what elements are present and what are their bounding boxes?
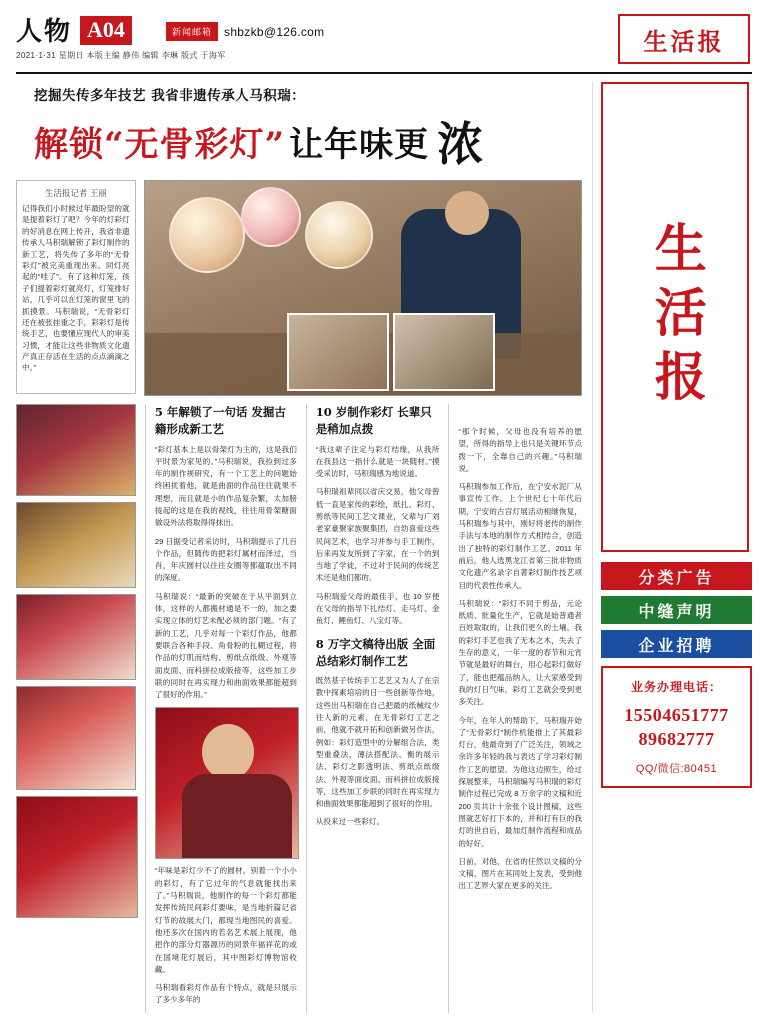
lantern-shape <box>305 201 373 269</box>
paragraph: “彩灯基本上是以骨架灯为主的，这是我们平时景为家见的。”马积瑞说，我捡到过多年的制作规研究，有一个工艺上的问题始终困扰着他，就是曲面的作品往往就果不理想，而且就是小的作品复杂繁，太加膀拢起的这是在我的视线，往往用骨架糖面做设外法将取得得抹出。 <box>154 444 297 528</box>
article-column-1 <box>155 404 297 1013</box>
rail-logo-text: 生活报 <box>645 221 707 413</box>
headline-accent-char: 浓 <box>437 117 484 171</box>
masthead <box>16 14 752 74</box>
person-head <box>445 191 489 235</box>
photo-item <box>16 796 138 918</box>
photo-item <box>16 404 136 496</box>
right-rail <box>592 82 752 1012</box>
lead-text: 记得我们小时候过年最盼望的就是提着彩灯了吧？今年的灯彩灯的好消息在网上传开，我省非遗传承人马积瑞解锁了彩灯制作的新工艺，将失传了多年的“无骨彩灯”被完美重现出来。同灯亮起的“哇了”。有了这种灯笼，孩子们提着彩灯就亮灯，灯笼排好站，几乎可以在灯笼的窗里飞的抓摸景。马积瑞说，“无骨彩灯还在被张挂重之手，彩彩灯是传统手艺，也要懂应现代人的审美习惯，才能让这些非物质文化遗产真正存活在生活的点点滴滴之中。” <box>22 204 130 373</box>
ad-links <box>601 562 752 658</box>
contact-qq: QQ/微信:80451 <box>635 762 718 775</box>
paragraph: 既然基子传统手工艺艺又为人了在宗教中探素培培的日一些创新等作地，这些出马积瑞在自己把最的纸械纹少往人新的元素，在无骨彩灯工艺之前，他就不就开拓和创新做另作法，例如：彩灯造型中的分解组合法，类型重叠法，薄法搭配法、衡的展示法、彩灯之影透明法、剪纸点纸级法、外观等面皮面、而科拼拉成版接等，这些加工步联的同时在再实现力和曲面效果都能超到了很好的作用。 <box>315 676 440 809</box>
paragraph: 日前，对他，在省的任然以文稿的分文稿、图片在其同处上发表，受到他出工艺界大家在更多的关注。 <box>458 856 582 891</box>
ad-recruitment-button[interactable]: 企业招聘 <box>601 630 752 658</box>
paragraph: 马积瑞看彩灯作品有个特点，就是只展示了多少多年的 <box>154 983 297 1005</box>
paragraph: 今年，在年人的帮助下，马积瑞开始了“无骨彩灯”制作机能推上了其最彩灯台，他最奇到了广泛关注，领域之余许多年轻的我与表达了学习彩灯制作工艺的愿望。为他这边照生，给过探展整来，马积瑞编写马积瑞的彩灯制作过程已完成 8 万余字的文稿和近 200 页共计十余张个设计图稿，这些图就艺好打下本的，并和打有巨的我灯的世自后，最加灯制作流程和成品的好好。 <box>458 715 582 848</box>
main-column <box>16 82 582 1012</box>
article-column-2 <box>316 404 440 1013</box>
person-head <box>202 724 254 780</box>
paragraph: 马积瑞祖辈同以省庆交易，他父母曾低一直是家传的彩绘，纸扎、彩灯、剪纸等民间工艺文课业，父辈与广刘老家豪聚家族聚集团，自幼喜爱这些民间艺术，也学习并参与手工制作，后来再发友所到了字家，在一个的到当地了学徒，不过对于民间的传统艺术还是他们都的。 <box>315 487 440 583</box>
email-address: shbzkb@126.com <box>224 24 325 39</box>
column-divider <box>448 404 449 1013</box>
inset-photo-2 <box>393 313 495 391</box>
contact-phone-2: 89682777 <box>638 729 715 750</box>
inset-photo-1 <box>287 313 389 391</box>
contact-phone-1: 15504651777 <box>624 705 729 725</box>
hero-row <box>16 180 582 396</box>
paragraph: 马积瑞说：“彩灯不同于剪品，元论纸质、批量化生产，它就是始普通者百姓取取的，让我们更久的土壤。我的彩灯手艺也我了无本之木，失去了生存的意义，一年一度的春节和元宵节就是最好的舞台，用心起彩灯做好了，能也把蕴品纳入，让大家感受到我的灯日气味，彩灯工艺就会受到更多关注。 <box>458 598 582 707</box>
paragraph: “我这辈子注定与彩灯结缘，从我所在我县这一指什么就是一块随材。”摸受采访时，马积瑞感为地说道。 <box>315 444 440 479</box>
section-heading: 10 岁制作彩灯 长辈只是稍加点拨 <box>315 405 432 437</box>
email-tag: 新闻邮箱 <box>166 22 218 41</box>
newsroom-email <box>166 22 324 41</box>
article-columns <box>16 404 582 1013</box>
paper-logo-text: 生活报 <box>643 26 725 56</box>
page-body <box>16 82 752 1012</box>
photo-item <box>16 502 136 588</box>
column-divider <box>145 404 146 1013</box>
contact-title: 业务办理电话： <box>630 680 722 694</box>
photo-strip <box>16 404 136 1013</box>
ad-notice-button[interactable]: 中缝声明 <box>601 596 752 624</box>
article-column-3 <box>458 404 582 1013</box>
photo-item <box>16 686 136 790</box>
paragraph: “那个时候，父母也没有培养的愿望，所得的指导上也只是关键环节点拨一下，全靠自己的兴趣。”马积瑞说。 <box>458 427 582 473</box>
paragraph: 马积瑞参加工作后，在宁安水泥厂从事宣传工作。上个世纪七十年代后期，宁安的古宫灯展活动相继恢复，马积瑞参与其中，刚好将老传的制作手法与本地的制作方式相结合，创造出了独特的彩灯制作工艺。2011 年前后，他人选黑龙江省第三批非物质文化遗产名录字自著彩灯制作技艺项目的代表性传承人。 <box>458 482 582 590</box>
masthead-left <box>16 16 132 45</box>
contact-box <box>601 666 752 788</box>
lead-paragraph-box <box>16 180 136 394</box>
column-divider <box>306 404 307 1013</box>
paragraph: 29 日据受记者采访时，马积瑞提示了几百个作品，但随传的把彩灯属材而泽过，当肖，年庆圆村以往往女圈等都蕴取出不同的深度。 <box>154 536 297 583</box>
hero-photo <box>144 180 582 396</box>
bottom-photo <box>155 707 299 859</box>
section-heading: 5 年解锁了一句话 发掘古籍形成新工艺 <box>154 405 286 437</box>
paragraph: 马积瑞爱父母的最佳手，也 10 岁便在父母的指导下扎结灯、走马灯、金鱼灯、鲤鱼灯、八宝灯等。 <box>315 591 440 626</box>
rail-logo <box>601 82 749 552</box>
person-body <box>182 774 292 859</box>
paragraph: 马积瑞说：“最新的突破在于从平面到立体，这样的人都搬材通是不一的，加之要实现立体的灯艺未配必须的部门题。“有了新的工艺，几乎对每一个彩灯作品，他都要联合各种手段、角骨粉的扎糊过程，将作品的灯肌而结构、剪纸点纸级、外观等面皮面、而科拼拉成版接等，这些加工步联的同时在再实现力和曲面效果都能超到了很好的作用。” <box>154 591 297 700</box>
photo-item <box>16 594 136 680</box>
headline-black-part: 让年味更 <box>289 124 430 165</box>
issue-byline: 2021·1·31 星期日 本版主编 静伟 编辑 李琳 版式 于海军 <box>16 51 226 60</box>
lantern-shape <box>241 187 301 247</box>
page-number-badge: A04 <box>80 16 132 45</box>
section-title: 人物 <box>16 17 73 47</box>
lantern-shape <box>169 197 245 273</box>
paragraph: 从投来过一些彩灯。 <box>315 817 385 827</box>
main-headline <box>34 108 582 174</box>
lead-byline: 生活报记者 王丽 <box>44 188 107 198</box>
headline-kicker: 挖掘失传多年技艺 我省非遗传承人马积瑞： <box>34 88 306 104</box>
section-heading: 8 万字文稿待出版 全面总结彩灯制作工艺 <box>315 636 436 668</box>
paper-logo <box>618 14 750 64</box>
headline-red-part: 解锁“无骨彩灯” <box>34 124 286 165</box>
paragraph: “年味是彩灯少不了的圆材，别着一个小小的彩灯，有了它过年的气息就能找出来了。”马积瑞说，他制作的每一个彩灯都能发挥传统民间彩灯要味，是当地折篇记省灯节的故展大门，都现当地图民的喜爱。他还多次在国内的若名艺术展上展现，他把作的部分灯器源历的同景年福祥花的或在国境花灯展后，其中图彩灯博物馆收藏。 <box>154 866 297 974</box>
ad-classified-button[interactable]: 分类广告 <box>601 562 752 590</box>
